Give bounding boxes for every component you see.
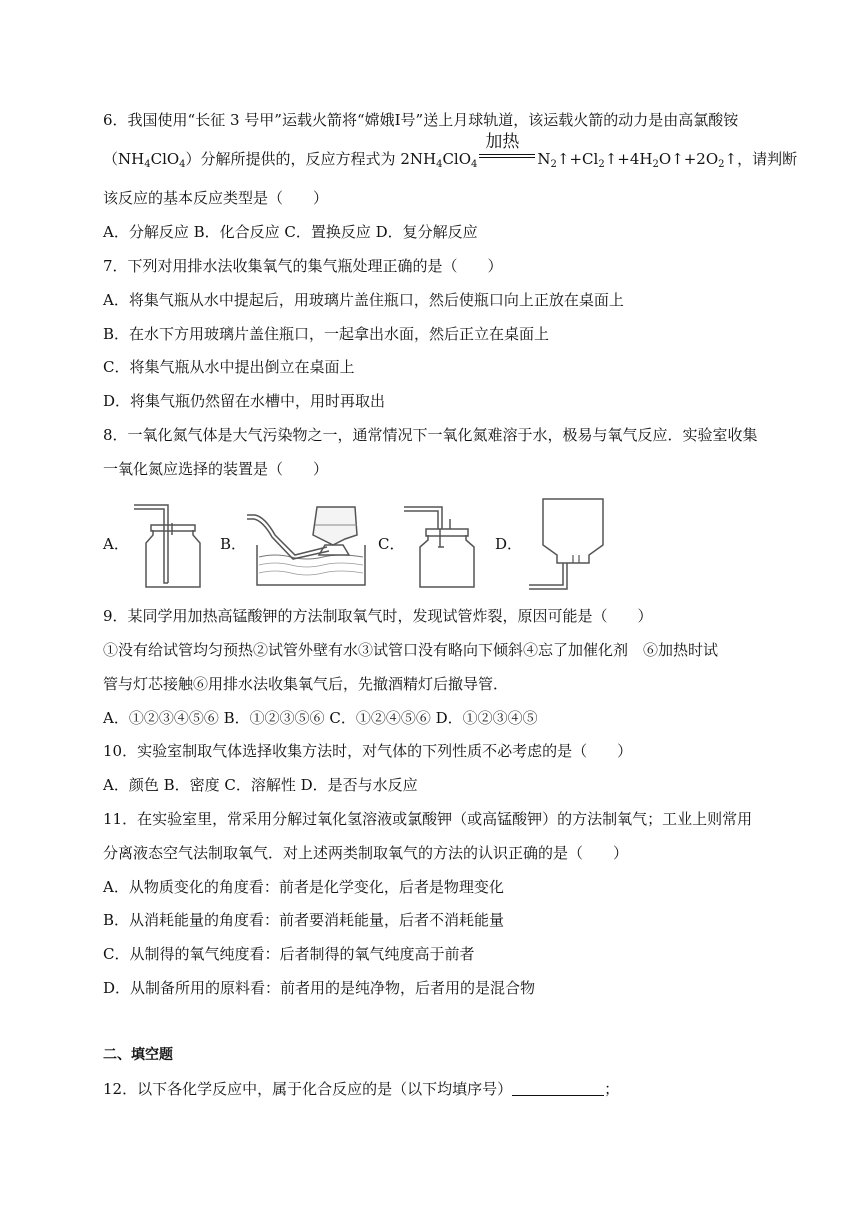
q6-text: ↑+4H: [604, 150, 653, 168]
q6-equation-line: [103, 132, 798, 175]
q6-text: ↑+Cl: [556, 150, 599, 168]
option-c-label: C．: [378, 535, 405, 553]
q6-text: （NH: [103, 150, 145, 168]
option-a-apparatus: [103, 495, 213, 595]
q6-sub: 2: [652, 159, 659, 170]
q7-option-c: C．将集气瓶从水中提出倒立在桌面上: [103, 358, 355, 376]
q6-text: ）分解所提供的，反应方程式为 2NH: [185, 150, 437, 168]
q6-sub: 4: [179, 159, 186, 170]
q6-options: A．分解反应 B．化合反应 C．置换反应 D．复分解反应: [103, 223, 478, 241]
option-a-label: A．: [103, 535, 129, 553]
option-c-apparatus: [378, 495, 488, 595]
gas-bottle-long-tube-diagram: [128, 495, 208, 590]
q6-line3: 该反应的基本反应类型是（ ）: [103, 189, 329, 207]
q10-options: A．颜色 B．密度 C．溶解性 D．是否与水反应: [103, 776, 418, 794]
q7-option-a: A．将集气瓶从水中提起后，用玻璃片盖住瓶口，然后使瓶口向上正放在桌面上: [103, 291, 624, 309]
equation-bar: [479, 157, 535, 158]
q6-sub: 2: [550, 159, 557, 170]
q6-text: O↑+2O: [658, 150, 719, 168]
q6-sub: 4: [144, 159, 151, 170]
q11-option-c: C．从制得的氧气纯度看：后者制得的氧气纯度高于前者: [103, 945, 475, 963]
inverted-bottle-diagram: [523, 495, 613, 590]
q6-text: ClO: [150, 150, 180, 168]
equation-bar: [479, 154, 535, 155]
q7-option-d: D．将集气瓶仍然留在水槽中，用时再取出: [103, 392, 386, 410]
q9-options: A．①②③④⑤⑥ B．①②③⑤⑥ C．①②④⑤⑥ D．①②③④⑤: [103, 709, 538, 727]
q9-line3: 管与灯芯接触⑥用排水法收集氧气后，先撤酒精灯后撤导管．: [103, 675, 509, 693]
q12-stem-line: [103, 1079, 619, 1099]
option-b-apparatus: [220, 495, 365, 595]
q11-line2: 分离液态空气法制取氧气．对上述两类制取氧气的方法的认识正确的是（ ）: [103, 844, 629, 862]
q10-stem: 10．实验室制取气体选择收集方法时，对气体的下列性质不必考虑的是（ ）: [103, 742, 633, 760]
q11-option-a: A．从物质变化的角度看：前者是化学变化，后者是物理变化: [103, 878, 504, 896]
q7-option-b: B．在水下方用玻璃片盖住瓶口，一起拿出水面，然后正立在桌面上: [103, 325, 550, 343]
q6-sub: 2: [718, 159, 725, 170]
q6-line1: 6．我国使用“长征 3 号甲”运载火箭将“嫦娥Ⅰ号”送上月球轨道，该运载火箭的动力是由高氯酸铵: [103, 111, 739, 129]
q9-line2: ①没有给试管均匀预热②试管外壁有水③试管口没有略向下倾斜④忘了加催化剂 ⑥加热时试: [103, 641, 719, 659]
q8-line1: 8．一氧化氮气体是大气污染物之一，通常情况下一氧化氮难溶于水，极易与氧气反应．实验室收集: [103, 426, 758, 444]
q6-sub: 2: [598, 159, 605, 170]
q9-stem: 9．某同学用加热高锰酸钾的方法制取氧气时，发现试管炸裂，原因可能是（ ）: [103, 607, 653, 625]
q6-sub: 4: [471, 159, 478, 170]
option-d-label: D．: [495, 535, 523, 553]
q7-stem: 7．下列对用排水法收集氧气的集气瓶处理正确的是（ ）: [103, 257, 503, 275]
q6-text: ClO: [442, 150, 472, 168]
q6-text: ↑，请判断: [724, 150, 798, 168]
q6-sub: 4: [436, 159, 443, 170]
q6-text: N: [537, 150, 551, 168]
water-trough-diagram: [245, 495, 370, 590]
apparatus-options: [103, 495, 663, 595]
q8-line2: 一氧化氮应选择的装置是（ ）: [103, 460, 329, 478]
heating-label: 加热: [485, 132, 520, 152]
q11-line1: 11．在实验室里，常采用分解过氧化氢溶液或氯酸钾（或高锰酸钾）的方法制氧气；工业上则常用: [103, 810, 753, 828]
q12-tail: ；: [604, 1080, 620, 1098]
section-heading: 二、填空题: [103, 1047, 173, 1063]
answer-blank[interactable]: [512, 1081, 604, 1096]
q11-option-b: B．从消耗能量的角度看：前者要消耗能量，后者不消耗能量: [103, 911, 505, 929]
option-d-apparatus: [495, 495, 625, 595]
q11-option-d: D．从制备所用的原料看：前者用的是纯净物，后者用的是混合物: [103, 979, 536, 997]
option-b-label: B．: [220, 535, 247, 553]
q12-stem: 12．以下各化学反应中，属于化合反应的是（以下均填序号）: [103, 1080, 513, 1098]
gas-bottle-short-tube-diagram: [400, 495, 485, 590]
heating-condition: [477, 132, 537, 166]
